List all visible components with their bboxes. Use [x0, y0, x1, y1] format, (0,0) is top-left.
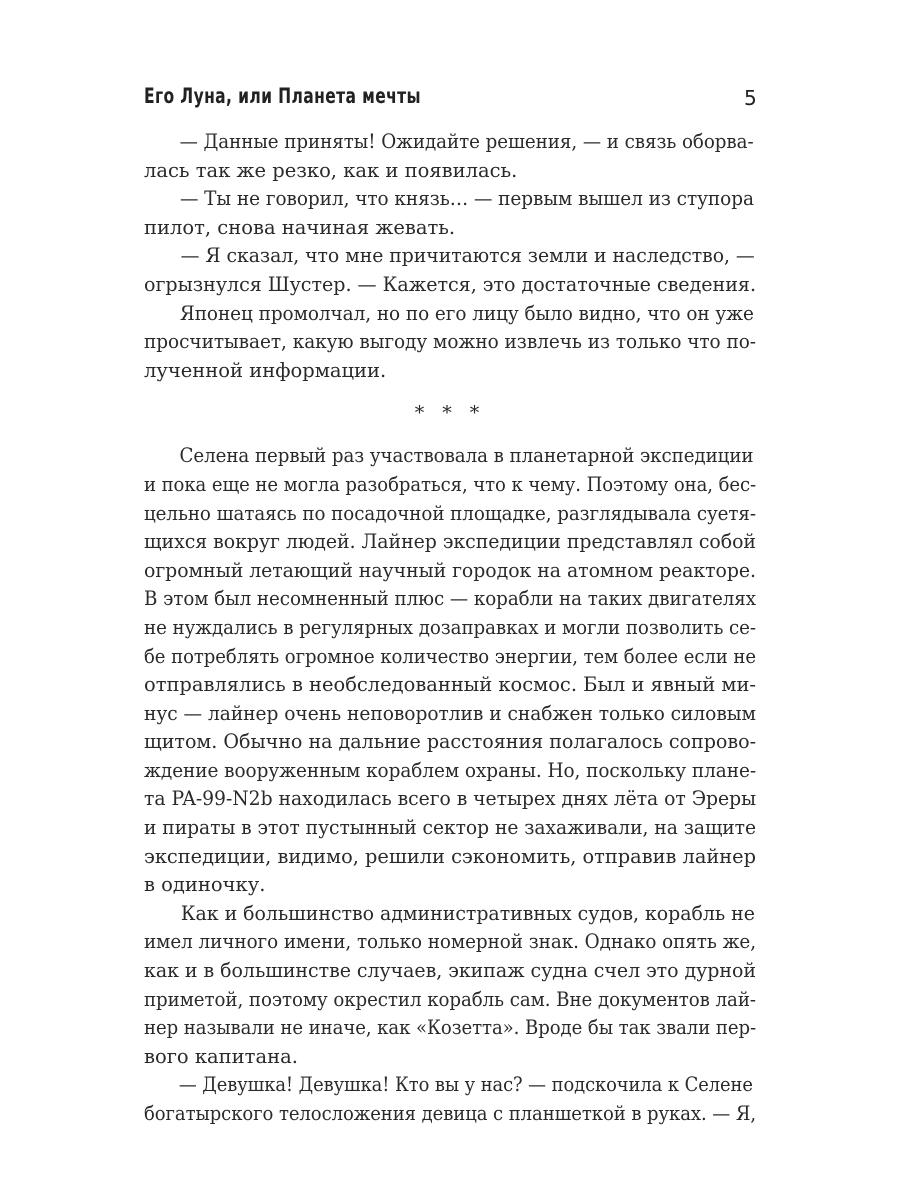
- text-line: — Девушка! Девушка! Кто вы у нас? — подскочила к Селене: [178, 1073, 753, 1097]
- paragraph: [144, 128, 756, 185]
- text-line: и пока еще не могла разобраться, что к чему. Поэтому она, бес-: [144, 472, 756, 496]
- text-line: вого капитана.: [144, 1044, 298, 1068]
- text-line: — Я сказал, что мне причитаются земли и наследство, —: [180, 244, 755, 268]
- paragraph: [144, 185, 756, 242]
- text-line: приметой, поэтому окрестил корабль сам. Вне документов лай-: [144, 987, 756, 1011]
- text-line: богатырского телосложения девица с планшеткой в руках. — Я,: [144, 1102, 756, 1125]
- text-line: та PA-99-N2b находилась всего в четырех днях лёта от Эреры: [144, 787, 756, 811]
- paragraph: [144, 1071, 756, 1128]
- text-line: как и в большинстве случаев, экипаж судна счел это дурной: [144, 959, 756, 983]
- text-line: щихся вокруг людей. Лайнер экспедиции представлял собой: [144, 530, 756, 554]
- text-line: Селена первый раз участвовала в планетарной экспедиции: [179, 444, 754, 468]
- text-line: отправлялись в необследованный космос. Был и явный ми-: [144, 673, 756, 697]
- text-line: Как и большинство административных судов, корабль не: [180, 901, 755, 925]
- text-line: просчитывает, какую выгоду можно извлечь из только что по-: [144, 330, 756, 354]
- page-number: 5: [744, 86, 757, 110]
- paragraph: [144, 442, 756, 900]
- text-line: имел личного имени, только номерной знак. Однако опять же,: [144, 930, 756, 954]
- paragraph: [144, 300, 756, 386]
- text-line: — Данные приняты! Ожидайте решения, — и связь оборва-: [179, 130, 754, 153]
- text-line: огромный летающий научный городок на атомном реакторе.: [144, 558, 756, 582]
- text-line: цельно шатаясь по посадочной площадке, разглядывала суетя-: [144, 501, 756, 525]
- text-line: огрызнулся Шустер. — Кажется, это достаточные сведения.: [144, 272, 756, 296]
- text-line: пилот, снова начиная жевать.: [144, 215, 456, 239]
- text-line: в одиночку.: [144, 873, 266, 897]
- text-line: бе потреблять огромное количество энергии, тем более если не: [144, 644, 756, 668]
- running-title: Его Луна, или Планета мечты: [144, 84, 421, 108]
- body-text: [144, 128, 756, 1129]
- text-line: В этом был несомненный плюс — корабли на таких двигателях: [144, 587, 756, 611]
- text-line: — Ты не говорил, что князь… — первым вышел из ступора: [179, 187, 754, 211]
- text-line: Японец промолчал, но по его лицу было видно, что он уже: [179, 301, 754, 325]
- text-line: не нуждались в регулярных дозаправках и могли позволить се-: [144, 615, 756, 639]
- text-line: экспедиции, видимо, решили сэкономить, отправив лайнер: [144, 844, 756, 868]
- paragraph: [144, 900, 756, 1072]
- text-line: щитом. Обычно на дальние расстояния полагалось сопрово-: [144, 730, 756, 754]
- text-line: лученной информации.: [144, 358, 387, 382]
- text-line: лась так же резко, как и появилась.: [144, 158, 518, 182]
- paragraph: [144, 242, 756, 299]
- text-line: нус — лайнер очень неповоротлив и снабжен только силовым: [144, 701, 756, 725]
- text-line: ждение вооруженным кораблем охраны. Но, поскольку плане-: [144, 758, 756, 782]
- text-line: нер называли не иначе, как «Козетта». Вроде бы так звали пер-: [144, 1016, 756, 1040]
- section-separator: * * *: [414, 402, 486, 425]
- text-line: и пираты в этот пустынный сектор не захаживали, на защите: [144, 816, 756, 840]
